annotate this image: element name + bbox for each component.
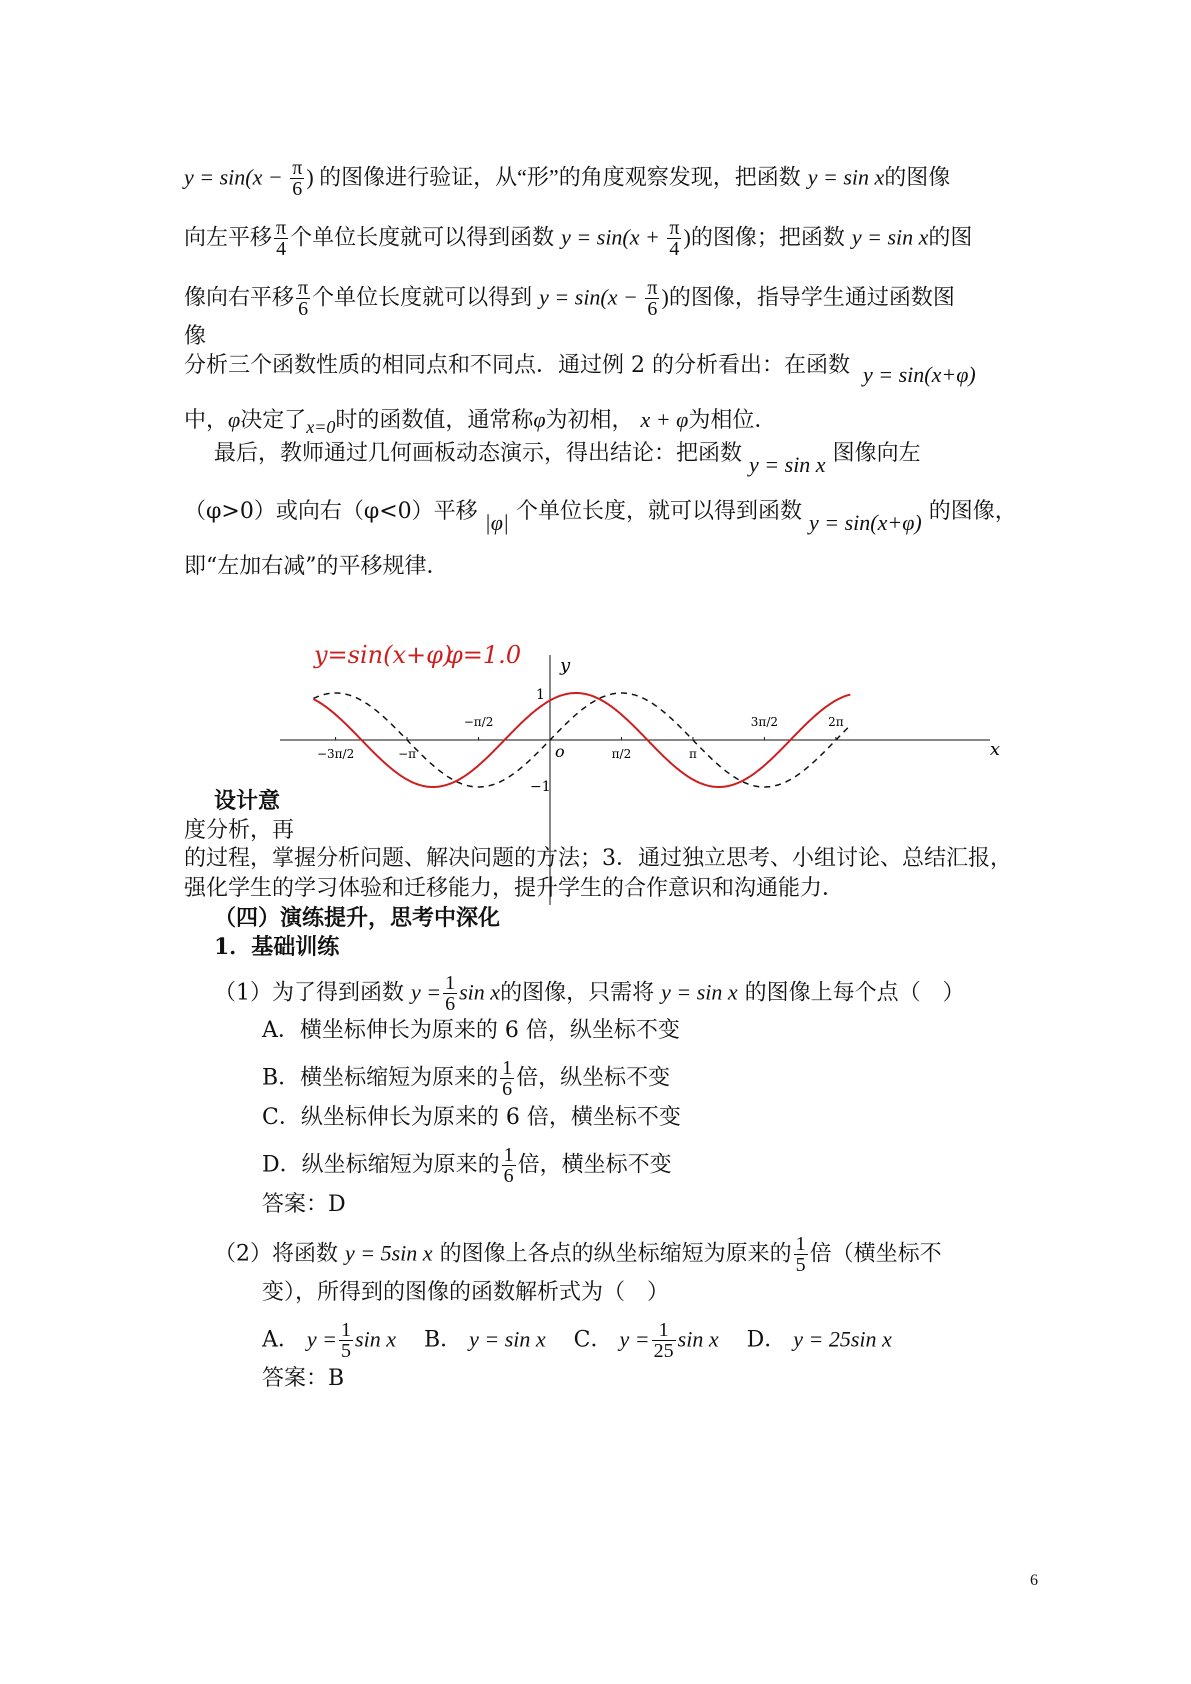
intro-line-4: 像 (184, 324, 207, 349)
fraction: $\frac{1}{25}$ (653, 1319, 674, 1362)
fraction: $\frac{\pi}{4}$ (276, 217, 287, 260)
fraction: $\frac{\pi}{6}$ (292, 157, 303, 200)
q1-answer: 答案：D (262, 1192, 346, 1217)
q1-option-c: C．纵坐标伸长为原来的 6 倍，横坐标不变 (262, 1105, 681, 1130)
fraction: $\frac{\pi}{6}$ (298, 277, 309, 320)
page-number: 6 (1030, 1572, 1038, 1589)
x-tick-label: −π/2 (463, 715, 494, 729)
q2-stem-2: 变），所得到的图像的函数解析式为（ ） (262, 1280, 670, 1305)
q2-options: A． y = $\frac{1}{5}$ sin x B． y = sin x C． y = $\frac{1}{25}$ sin x D． y = 25sin x (262, 1319, 892, 1362)
x-tick-label: 2π (828, 715, 844, 729)
x-tick-label: −π (398, 747, 417, 761)
design-line-3: 的过程，掌握分析问题、解决问题的方法；3．通过独立思考、小组讨论、总结汇报， (184, 846, 1012, 871)
graph-title-phi: φ=1.0 (446, 641, 522, 669)
fraction: $\frac{1}{6}$ (502, 1057, 513, 1100)
q2-answer: 答案：B (262, 1366, 345, 1391)
x-axis-label: x (989, 739, 1000, 760)
design-line-1: 设计意 (214, 788, 281, 814)
fraction: $\frac{\pi}{4}$ (669, 217, 680, 260)
origin-label: o (555, 742, 565, 761)
q1-stem: （1）为了得到函数 y = $\frac{1}{6}$ sin x的图像，只需将 y = sin x 的图像上每个点（ ） (214, 972, 965, 1015)
y-axis-label: y (560, 655, 571, 676)
x-tick-label: 3π/2 (750, 715, 779, 729)
fraction: $\frac{1}{5}$ (795, 1233, 806, 1276)
q1-option-d: D．纵坐标缩短为原来的 $\frac{1}{6}$ 倍，横坐标不变 (262, 1144, 672, 1187)
q1-option-a: A．横坐标伸长为原来的 6 倍，纵坐标不变 (262, 1018, 680, 1043)
q2-stem-1: （2）将函数 y = 5sin x 的图像上各点的纵坐标缩短为原来的 $\frac{1}{5}$ 倍（横坐标不 (214, 1233, 942, 1276)
fraction: $\frac{1}{5}$ (341, 1319, 352, 1362)
fraction: $\frac{1}{6}$ (503, 1144, 514, 1187)
y-tick-1: 1 (536, 687, 545, 703)
intro-line-8: （φ>0）或向右（φ<0）平移 |φ| 个单位长度，就可以得到函数 y = sin(x+φ) 的图像， (184, 499, 1017, 535)
section-sub: 1．基础训练 (214, 934, 340, 960)
design-line-2: 度分析，再 (184, 818, 295, 843)
intro-line-5: 分析三个函数性质的相同点和不同点．通过例 2 的分析看出：在函数 y = sin(x+φ) (184, 353, 976, 387)
intro-line-9: 即“左加右减”的平移规律． (184, 554, 449, 579)
x-tick-label: π (688, 747, 697, 761)
q1-option-b: B．横坐标缩短为原来的 $\frac{1}{6}$ 倍，纵坐标不变 (262, 1057, 671, 1100)
section-heading: （四）演练提升，思考中深化 (214, 905, 501, 931)
design-line-4: 强化学生的学习体验和迁移能力，提升学生的合作意识和沟通能力． (184, 876, 845, 901)
intro-line-6: 中，φ决定了$_{x=0}$时的函数值，通常称φ为初相， x + φ为相位． (184, 407, 777, 437)
graph-title-function: y=sin(x+φ) (314, 641, 453, 669)
intro-line-7: 最后，教师通过几何画板动态演示，得出结论：把函数 y = sin x 图像向左 (214, 441, 921, 477)
y-tick-m1: −1 (530, 779, 551, 795)
x-tick-label: −3π/2 (316, 747, 355, 761)
fraction: $\frac{1}{6}$ (445, 972, 456, 1015)
fraction: $\frac{\pi}{6}$ (647, 277, 658, 320)
intro-line-2: 向左平移 $\frac{\pi}{4}$ 个单位长度就可以得到函数 y = sin(x + $\frac{\pi}{4}$ )的图像；把函数 y = sin x的图 (184, 217, 973, 260)
intro-line-3: 像向右平移 $\frac{\pi}{6}$ 个单位长度就可以得到 y = sin(x − $\frac{\pi}{6}$ )的图像，指导学生通过函数图 (184, 277, 955, 320)
x-tick-label: π/2 (611, 747, 632, 761)
intro-line-1: y = sin(x − $\frac{\pi}{6}$ ) 的图像进行验证，从“形”的角度观察发现，把函数 y = sin x的图像 (184, 157, 951, 200)
